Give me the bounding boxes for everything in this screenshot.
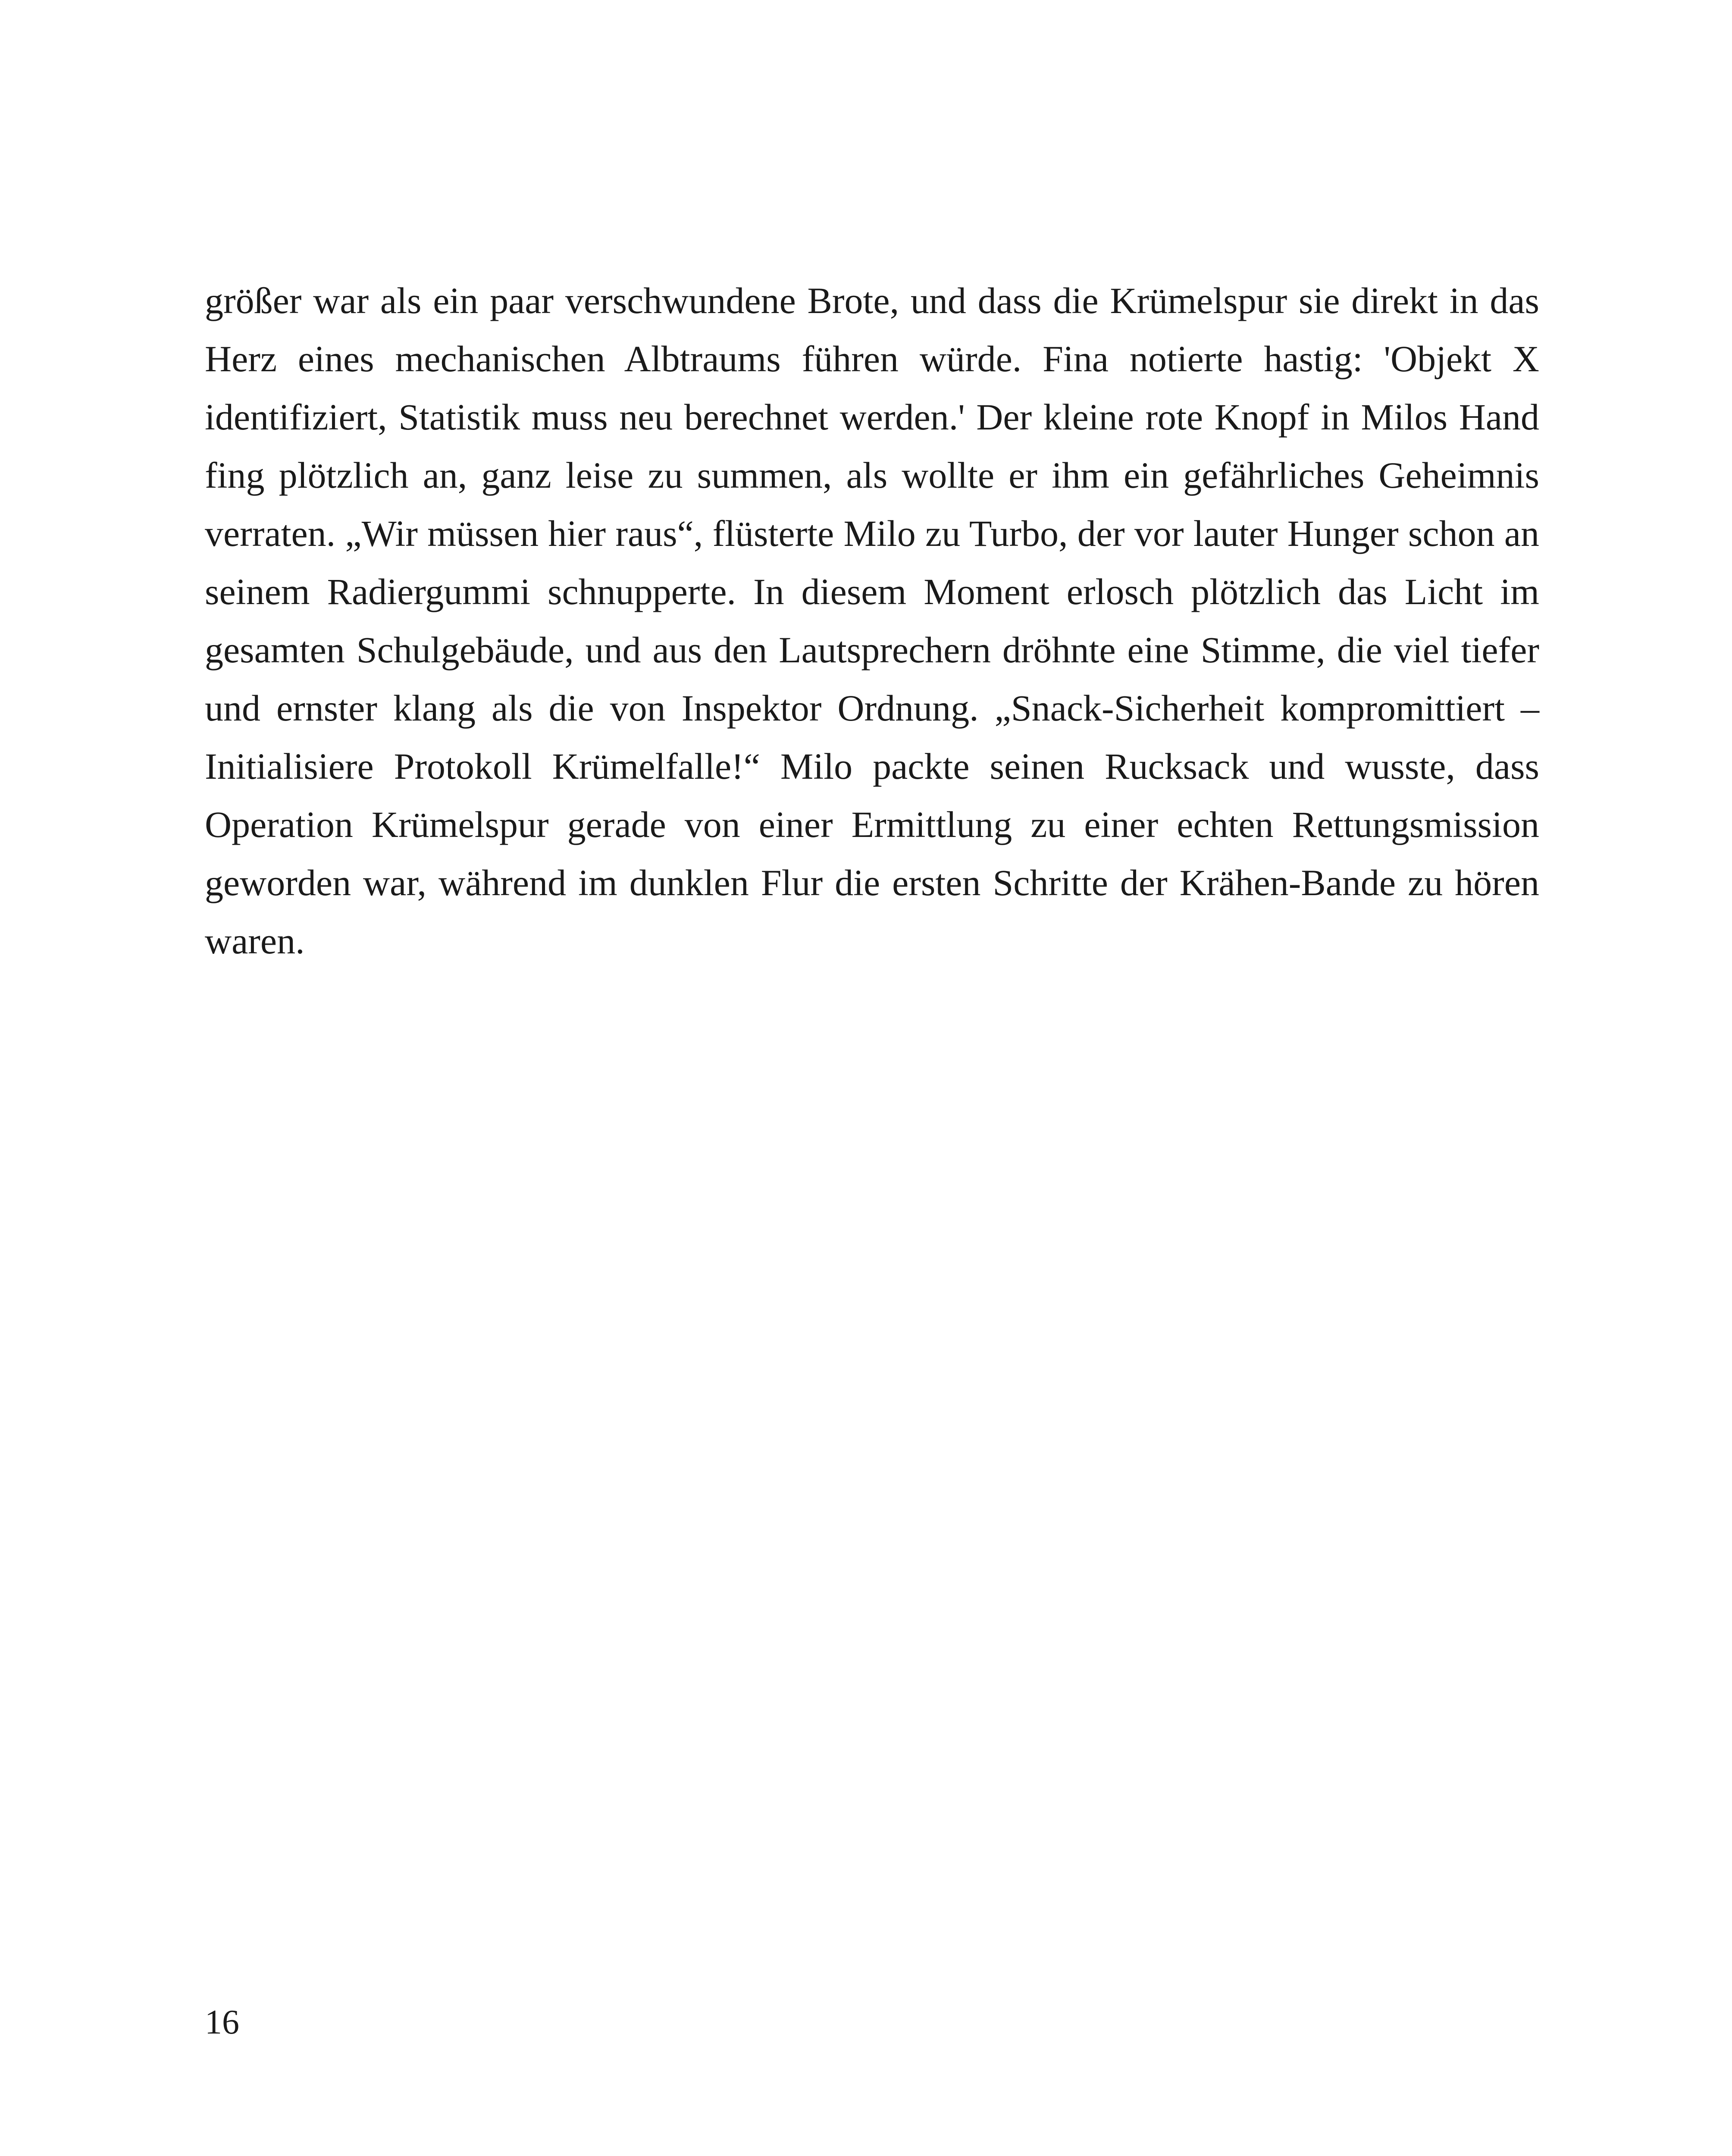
page-number: 16 <box>205 2003 239 2041</box>
body-paragraph: größer war als ein paar verschwundene Brote, und dass die Krümelspur sie direkt in das Herz eines mechanischen Albtraums führen würde. Fina notierte hastig: 'Objekt X identifiziert, Statistik muss neu berechnet werden.' Der kleine rote Knopf in Milos Hand fing plötzlich an, ganz leise zu summen, als wollte er ihm ein gefährliches Geheimnis verraten. „Wir müssen hier raus“, flüsterte Milo zu Turbo, der vor lauter Hunger schon an seinem Radiergummi schnupperte. In diesem Moment erlosch plötzlich das Licht im gesamten Schulgebäude, und aus den Lautsprechern dröhnte eine Stimme, die viel tiefer und ernster klang als die von Inspektor Ordnung. „Snack-Sicherheit kompromittiert – Initialisiere Protokoll Krümelfalle!“ Milo packte seinen Rucksack und wusste, dass Operation Krümelspur gerade von einer Ermittlung zu einer echten Rettungsmission geworden war, während im dunklen Flur die ersten Schritte der Krähen-Bande zu hören waren. <box>205 280 1539 962</box>
